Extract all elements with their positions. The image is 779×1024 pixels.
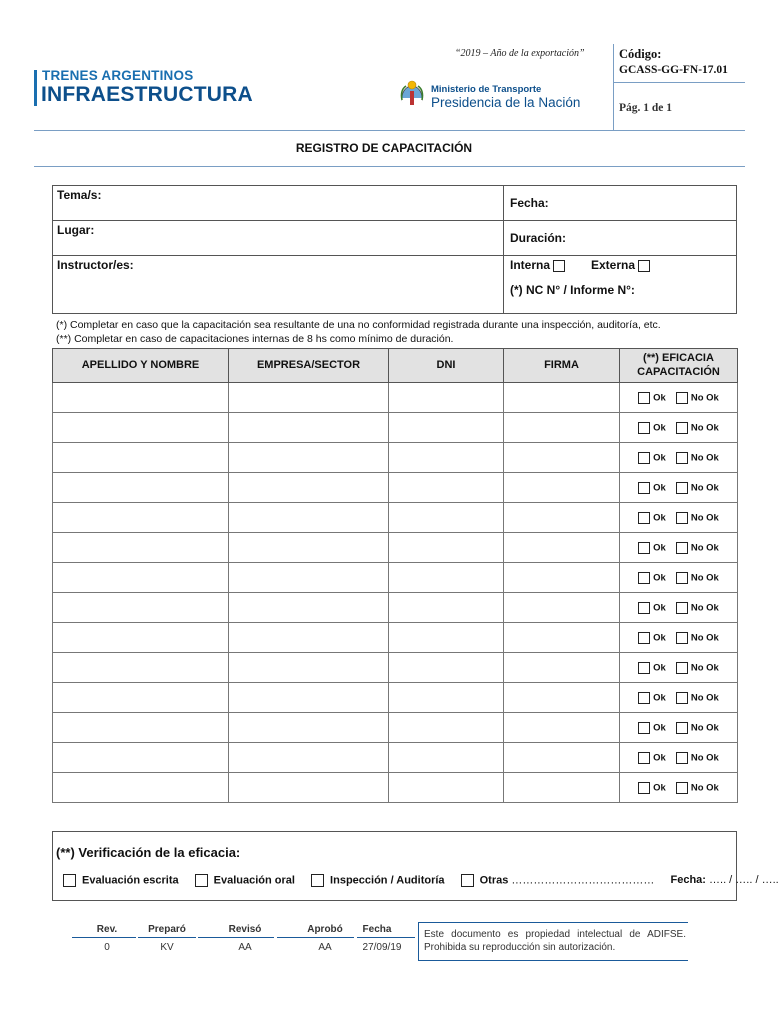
no-ok-checkbox[interactable] (676, 572, 688, 584)
no-ok-label: No Ok (690, 692, 719, 704)
interna-label: Interna (510, 258, 551, 272)
no-ok-label: No Ok (690, 752, 719, 764)
no-ok-checkbox[interactable] (676, 452, 688, 464)
no-ok-label: No Ok (690, 542, 719, 554)
ok-label: Ok (653, 722, 666, 734)
verification-box (52, 831, 737, 901)
dni-cell[interactable] (389, 413, 504, 443)
dni-cell[interactable] (389, 713, 504, 743)
ok-label: Ok (653, 752, 666, 764)
dni-cell[interactable] (389, 773, 504, 803)
no-ok-checkbox[interactable] (676, 662, 688, 674)
nc-informe-field[interactable]: (*) NC N° / Informe N°: (510, 283, 635, 297)
ok-checkbox[interactable] (638, 482, 650, 494)
footer-rule (418, 960, 688, 961)
apellido-nombre-cell[interactable] (53, 593, 229, 623)
no-ok-checkbox[interactable] (676, 602, 688, 614)
footer-rule (357, 937, 415, 938)
footer-header-rev: Rev. (96, 924, 118, 935)
dni-cell[interactable] (389, 473, 504, 503)
empresa-sector-cell[interactable] (229, 383, 389, 413)
verification-date[interactable] (670, 874, 778, 886)
eficacia-cell (620, 443, 738, 473)
dni-cell[interactable] (389, 743, 504, 773)
table-row (53, 413, 738, 443)
empresa-sector-cell[interactable] (229, 533, 389, 563)
code-value: GCASS-GG-FN-17.01 (619, 64, 728, 76)
info-divider (503, 185, 504, 314)
eficacia-cell (620, 623, 738, 653)
ok-checkbox[interactable] (638, 782, 650, 794)
no-ok-label: No Ok (690, 632, 719, 644)
dni-cell[interactable] (389, 653, 504, 683)
firma-cell[interactable] (504, 593, 620, 623)
instructor-field[interactable]: Instructor/es: (57, 258, 134, 272)
checkbox[interactable] (461, 874, 474, 887)
info-rule (52, 220, 504, 221)
empresa-sector-cell[interactable] (229, 743, 389, 773)
duracion-field[interactable]: Duración: (510, 231, 567, 245)
table-row (53, 473, 738, 503)
footer-header-aprobo: Aprobó (307, 924, 343, 935)
dni-cell[interactable] (389, 623, 504, 653)
apellido-nombre-cell[interactable] (53, 743, 229, 773)
eficacia-cell (620, 503, 738, 533)
apellido-nombre-cell[interactable] (53, 443, 229, 473)
table-row (53, 533, 738, 563)
footer-value-preparo: KV (160, 942, 174, 953)
option-evaluacion-oral[interactable] (195, 874, 295, 887)
option-label: Evaluación oral (213, 874, 295, 887)
ok-checkbox[interactable] (638, 512, 650, 524)
empresa-sector-cell[interactable] (229, 563, 389, 593)
eficacia-cell (620, 683, 738, 713)
table-row (53, 623, 738, 653)
interna-option[interactable] (510, 258, 565, 272)
apellido-nombre-cell[interactable] (53, 683, 229, 713)
no-ok-label: No Ok (690, 662, 719, 674)
column-header: FIRMA (504, 349, 620, 383)
option-otras[interactable] (461, 874, 655, 887)
option-label: Otras (479, 874, 509, 887)
info-rule (52, 255, 737, 256)
no-ok-checkbox[interactable] (676, 512, 688, 524)
ok-checkbox[interactable] (638, 632, 650, 644)
firma-cell[interactable] (504, 743, 620, 773)
ok-label: Ok (653, 602, 666, 614)
ok-label: Ok (653, 422, 666, 434)
apellido-nombre-cell[interactable] (53, 773, 229, 803)
column-header: DNI (389, 349, 504, 383)
ok-label: Ok (653, 392, 666, 404)
ok-label: Ok (653, 512, 666, 524)
table-row (53, 503, 738, 533)
empresa-sector-cell[interactable] (229, 713, 389, 743)
apellido-nombre-cell[interactable] (53, 713, 229, 743)
code-label: Código: (619, 47, 662, 61)
eficacia-cell (620, 593, 738, 623)
ok-label: Ok (653, 662, 666, 674)
eficacia-cell (620, 563, 738, 593)
firma-cell[interactable] (504, 563, 620, 593)
no-ok-checkbox[interactable] (676, 392, 688, 404)
apellido-nombre-cell[interactable] (53, 533, 229, 563)
option-label: Evaluación escrita (82, 874, 179, 887)
logo-bottom-text: INFRAESTRUCTURA (41, 83, 253, 106)
apellido-nombre-cell[interactable] (53, 383, 229, 413)
dni-cell[interactable] (389, 443, 504, 473)
firma-cell[interactable] (504, 503, 620, 533)
dni-cell[interactable] (389, 593, 504, 623)
dni-cell[interactable] (389, 503, 504, 533)
no-ok-checkbox[interactable] (676, 692, 688, 704)
ok-checkbox[interactable] (638, 692, 650, 704)
footer-value-aprobo: AA (318, 942, 332, 953)
ok-checkbox[interactable] (638, 752, 650, 764)
firma-cell[interactable] (504, 473, 620, 503)
table-row (53, 593, 738, 623)
empresa-sector-cell[interactable] (229, 503, 389, 533)
footer-value-reviso: AA (238, 942, 252, 953)
no-ok-label: No Ok (690, 422, 719, 434)
checkbox[interactable] (311, 874, 324, 887)
ok-checkbox[interactable] (638, 602, 650, 614)
eficacia-cell (620, 413, 738, 443)
dni-cell[interactable] (389, 383, 504, 413)
code-box-divider (613, 44, 614, 130)
apellido-nombre-cell[interactable] (53, 653, 229, 683)
no-ok-checkbox[interactable] (676, 722, 688, 734)
no-ok-label: No Ok (690, 782, 719, 794)
firma-cell[interactable] (504, 533, 620, 563)
empresa-sector-cell[interactable] (229, 683, 389, 713)
column-header: EMPRESA/SECTOR (229, 349, 389, 383)
footer-rule (198, 937, 274, 938)
firma-cell[interactable] (504, 443, 620, 473)
otras-blank[interactable]: ………………………………… (511, 874, 655, 887)
apellido-nombre-cell[interactable] (53, 503, 229, 533)
ok-checkbox[interactable] (638, 452, 650, 464)
document-title: REGISTRO DE CAPACITACIÓN (295, 141, 473, 155)
code-box-rule (613, 82, 745, 83)
table-row (53, 773, 738, 803)
page-number: Pág. 1 de 1 (619, 102, 673, 114)
ministry-name: Ministerio de Transporte (431, 84, 542, 95)
dni-cell[interactable] (389, 683, 504, 713)
footer-header-fecha: Fecha (362, 924, 392, 935)
firma-cell[interactable] (504, 683, 620, 713)
footer-rule (72, 937, 136, 938)
footer-rule (138, 937, 196, 938)
lugar-field[interactable]: Lugar: (57, 223, 95, 237)
table-row (53, 743, 738, 773)
ok-checkbox[interactable] (638, 572, 650, 584)
checkbox[interactable] (195, 874, 208, 887)
ok-checkbox[interactable] (638, 722, 650, 734)
firma-cell[interactable] (504, 413, 620, 443)
footer-rule (277, 937, 354, 938)
table-row (53, 713, 738, 743)
ok-checkbox[interactable] (638, 392, 650, 404)
option-inspeccion-auditoria[interactable] (311, 874, 445, 887)
note-1: (*) Completar en caso que la capacitación sea resultante de una no conformidad registrada durante una inspección, auditoría, etc. (56, 319, 661, 331)
footer-divider (418, 922, 419, 960)
attendance-table (52, 348, 738, 803)
empresa-sector-cell[interactable] (229, 653, 389, 683)
logo-accent-bar (34, 70, 37, 106)
logo-top-text: TRENES ARGENTINOS (42, 68, 194, 83)
firma-cell[interactable] (504, 653, 620, 683)
checkbox[interactable] (63, 874, 76, 887)
firma-cell[interactable] (504, 713, 620, 743)
eficacia-cell (620, 773, 738, 803)
externa-option[interactable] (591, 258, 650, 272)
ok-label: Ok (653, 572, 666, 584)
eficacia-cell (620, 653, 738, 683)
option-evaluacion-escrita[interactable] (63, 874, 179, 887)
presidency-name: Presidencia de la Nación (431, 95, 581, 110)
note-2: (**) Completar en caso de capacitaciones internas de 8 hs como mínimo de duración. (56, 333, 454, 345)
table-row (53, 383, 738, 413)
column-header: APELLIDO Y NOMBRE (53, 349, 229, 383)
no-ok-checkbox[interactable] (676, 542, 688, 554)
ok-checkbox[interactable] (638, 422, 650, 434)
no-ok-checkbox[interactable] (676, 632, 688, 644)
no-ok-checkbox[interactable] (676, 752, 688, 764)
ok-checkbox[interactable] (638, 662, 650, 674)
footer-value-rev: 0 (104, 942, 110, 953)
table-row (53, 683, 738, 713)
apellido-nombre-cell[interactable] (53, 563, 229, 593)
footer-rule (418, 922, 688, 923)
ok-label: Ok (653, 692, 666, 704)
dni-cell[interactable] (389, 563, 504, 593)
eficacia-cell (620, 713, 738, 743)
table-row (53, 443, 738, 473)
footer-header-preparo: Preparó (148, 924, 186, 935)
firma-cell[interactable] (504, 383, 620, 413)
table-row (53, 653, 738, 683)
eficacia-cell (620, 383, 738, 413)
apellido-nombre-cell[interactable] (53, 623, 229, 653)
no-ok-checkbox[interactable] (676, 422, 688, 434)
year-quote: “2019 – Año de la exportación” (455, 48, 585, 59)
column-header: (**) EFICACIA CAPACITACIÓN (620, 349, 738, 383)
empresa-sector-cell[interactable] (229, 773, 389, 803)
ok-label: Ok (653, 632, 666, 644)
no-ok-label: No Ok (690, 602, 719, 614)
no-ok-label: No Ok (690, 482, 719, 494)
table-header-row (53, 349, 738, 383)
info-rule (503, 220, 737, 221)
eficacia-cell (620, 533, 738, 563)
ok-label: Ok (653, 482, 666, 494)
table-row (53, 563, 738, 593)
coat-of-arms-icon (400, 80, 424, 112)
apellido-nombre-cell[interactable] (53, 413, 229, 443)
empresa-sector-cell[interactable] (229, 623, 389, 653)
dni-cell[interactable] (389, 533, 504, 563)
ok-label: Ok (653, 542, 666, 554)
tema-field[interactable]: Tema/s: (57, 188, 102, 202)
title-rule (34, 166, 745, 167)
header-rule (34, 130, 745, 131)
ok-label: Ok (653, 452, 666, 464)
footer-value-fecha: 27/09/19 (362, 942, 402, 953)
no-ok-label: No Ok (690, 512, 719, 524)
no-ok-checkbox[interactable] (676, 782, 688, 794)
verification-options (63, 874, 779, 887)
fecha-field[interactable]: Fecha: (510, 196, 549, 210)
ok-checkbox[interactable] (638, 542, 650, 554)
firma-cell[interactable] (504, 623, 620, 653)
no-ok-label: No Ok (690, 722, 719, 734)
externa-checkbox[interactable] (638, 260, 650, 272)
apellido-nombre-cell[interactable] (53, 473, 229, 503)
no-ok-label: No Ok (690, 452, 719, 464)
ownership-notice: Este documento es propiedad intelectual de ADIFSE. Prohibida su reproducción sin autorización. (424, 929, 686, 953)
option-label: Inspección / Auditoría (330, 874, 445, 887)
empresa-sector-cell[interactable] (229, 593, 389, 623)
fecha-label: Fecha: (670, 874, 706, 887)
externa-label: Externa (591, 258, 636, 272)
no-ok-label: No Ok (690, 572, 719, 584)
empresa-sector-cell[interactable] (229, 413, 389, 443)
eficacia-cell (620, 743, 738, 773)
no-ok-checkbox[interactable] (676, 482, 688, 494)
fecha-blank[interactable]: ….. / ….. / ….. (709, 874, 779, 887)
eficacia-cell (620, 473, 738, 503)
empresa-sector-cell[interactable] (229, 473, 389, 503)
footer-header-reviso: Revisó (228, 924, 262, 935)
empresa-sector-cell[interactable] (229, 443, 389, 473)
firma-cell[interactable] (504, 773, 620, 803)
interna-checkbox[interactable] (553, 260, 565, 272)
ok-label: Ok (653, 782, 666, 794)
verification-title: (**) Verificación de la eficacia: (56, 845, 241, 860)
no-ok-label: No Ok (690, 392, 719, 404)
